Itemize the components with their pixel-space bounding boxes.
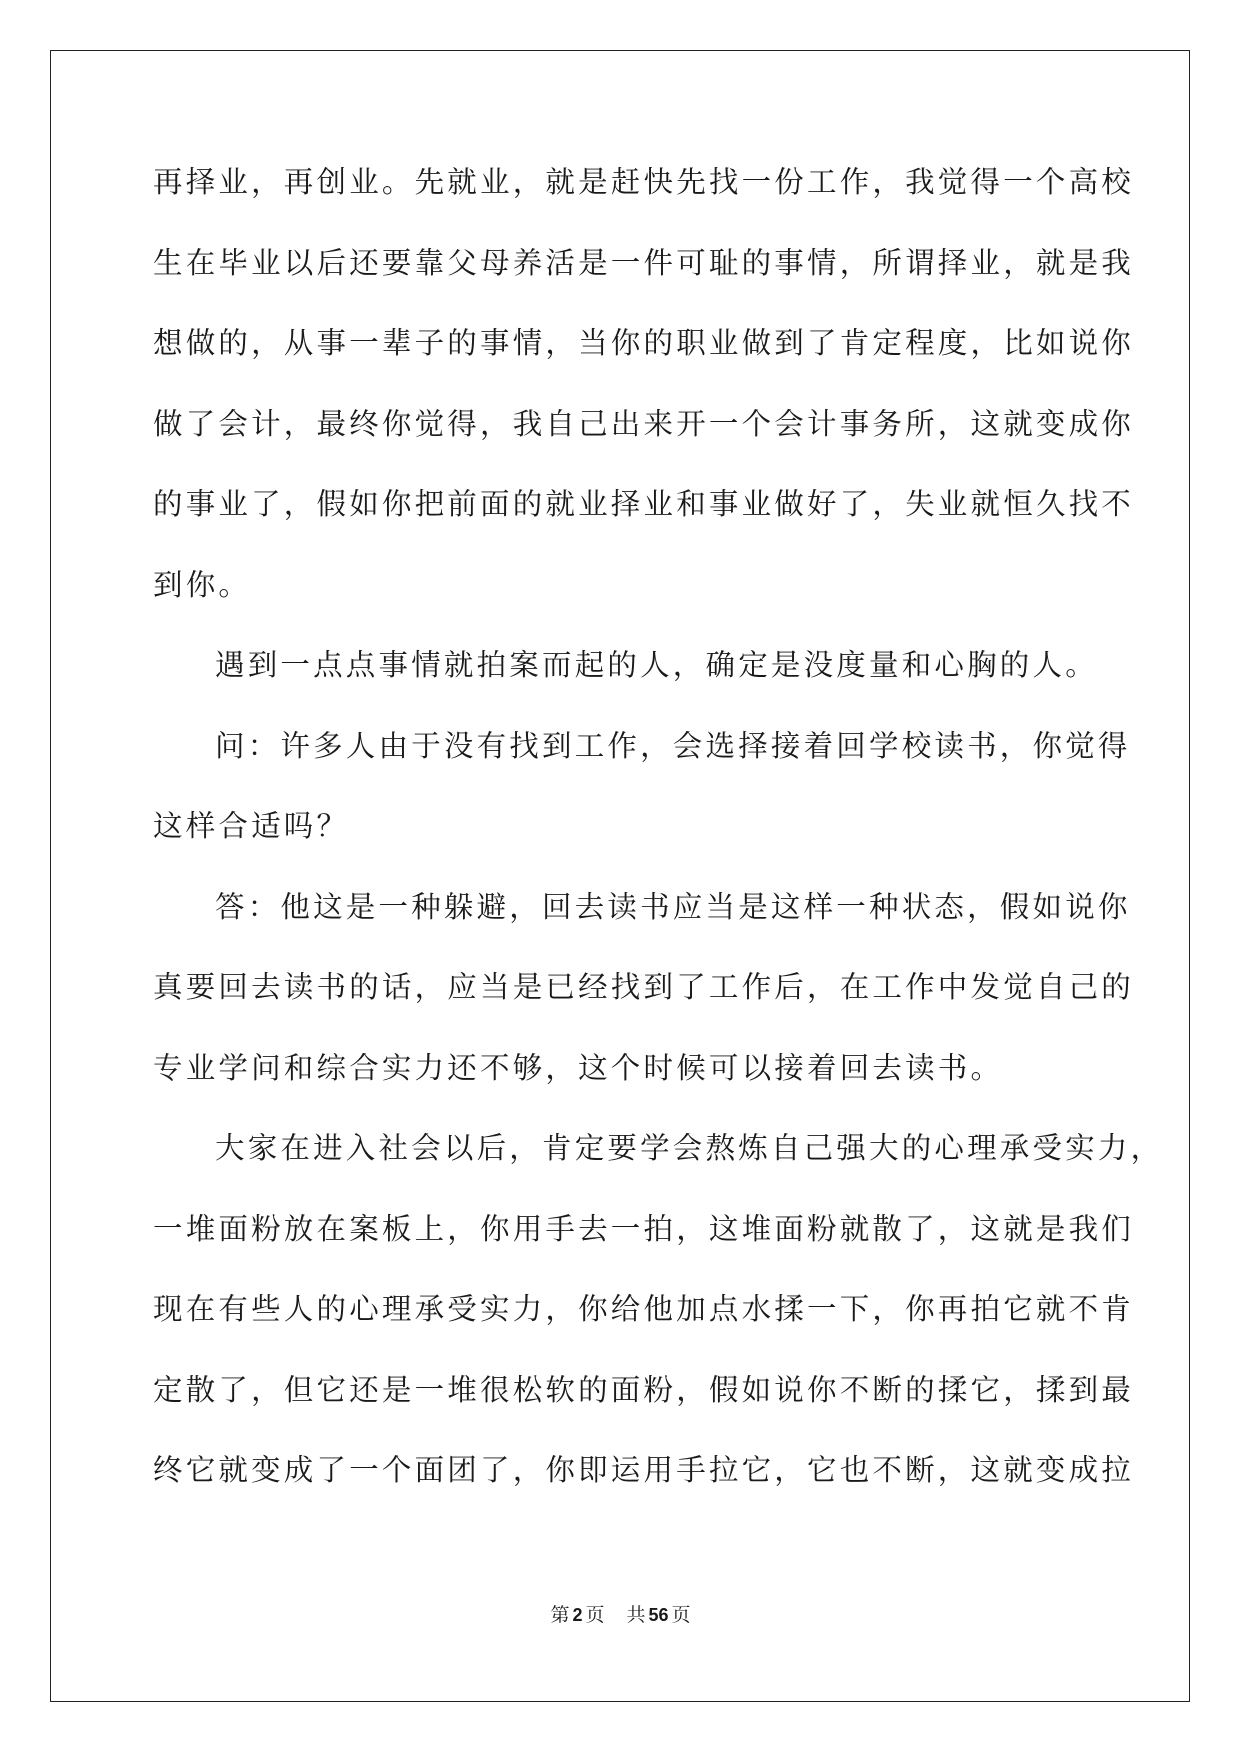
text-line: 再择业，再创业。先就业，就是赶快先找一份工作，我觉得一个高校 [153,165,1135,199]
page-prefix: 第 [550,1605,570,1626]
text-line: 的事业了，假如你把前面的就业择业和事业做好了，失业就恒久找不 [153,487,1135,521]
total-suffix: 页 [671,1605,691,1626]
text-line: 定散了，但它还是一堆很松软的面粉，假如说你不断的揉它，揉到最 [153,1372,1135,1407]
text-line: 生在毕业以后还要靠父母养活是一件可耻的事情，所谓择业，就是我 [153,245,1135,280]
text-line: 想做的，从事一辈子的事情，当你的职业做到了肯定程度，比如说你 [153,326,1135,360]
total-pages: 56 [648,1605,669,1625]
total-prefix: 共 [626,1605,646,1626]
text-line: 真要回去读书的话，应当是已经找到了工作后，在工作中发觉自己的 [153,970,1135,1004]
document-body [153,158,1164,1527]
text-line: 现在有些人的心理承受实力，你给他加点水揉一下，你再拍它就不肯 [153,1292,1135,1326]
text-line: 大家在进入社会以后，肯定要学会熬炼自己强大的心理承受实力， [215,1131,1164,1165]
text-line: 遇到一点点事情就拍案而起的人，确定是没度量和心胸的人。 [215,648,1098,682]
page-footer [0,1600,1241,1627]
text-line: 到你。 [153,567,252,602]
text-line: 这样合适吗？ [153,809,350,843]
text-line: 问：许多人由于没有找到工作，会选择接着回学校读书，你觉得 [215,728,1131,763]
text-line: 做了会计，最终你觉得，我自己出来开一个会计事务所，这就变成你 [153,406,1135,441]
text-line: 终它就变成了一个面团了，你即运用手拉它，它也不断，这就变成拉 [153,1453,1135,1487]
text-line: 专业学问和综合实力还不够，这个时候可以接着回去读书。 [153,1050,1004,1085]
page-suffix: 页 [585,1605,605,1626]
text-line: 一堆面粉放在案板上，你用手去一拍，这堆面粉就散了，这就是我们 [153,1211,1135,1246]
text-line: 答：他这是一种躲避，回去读书应当是这样一种状态，假如说你 [215,889,1131,924]
page-number: 2 [572,1605,583,1625]
